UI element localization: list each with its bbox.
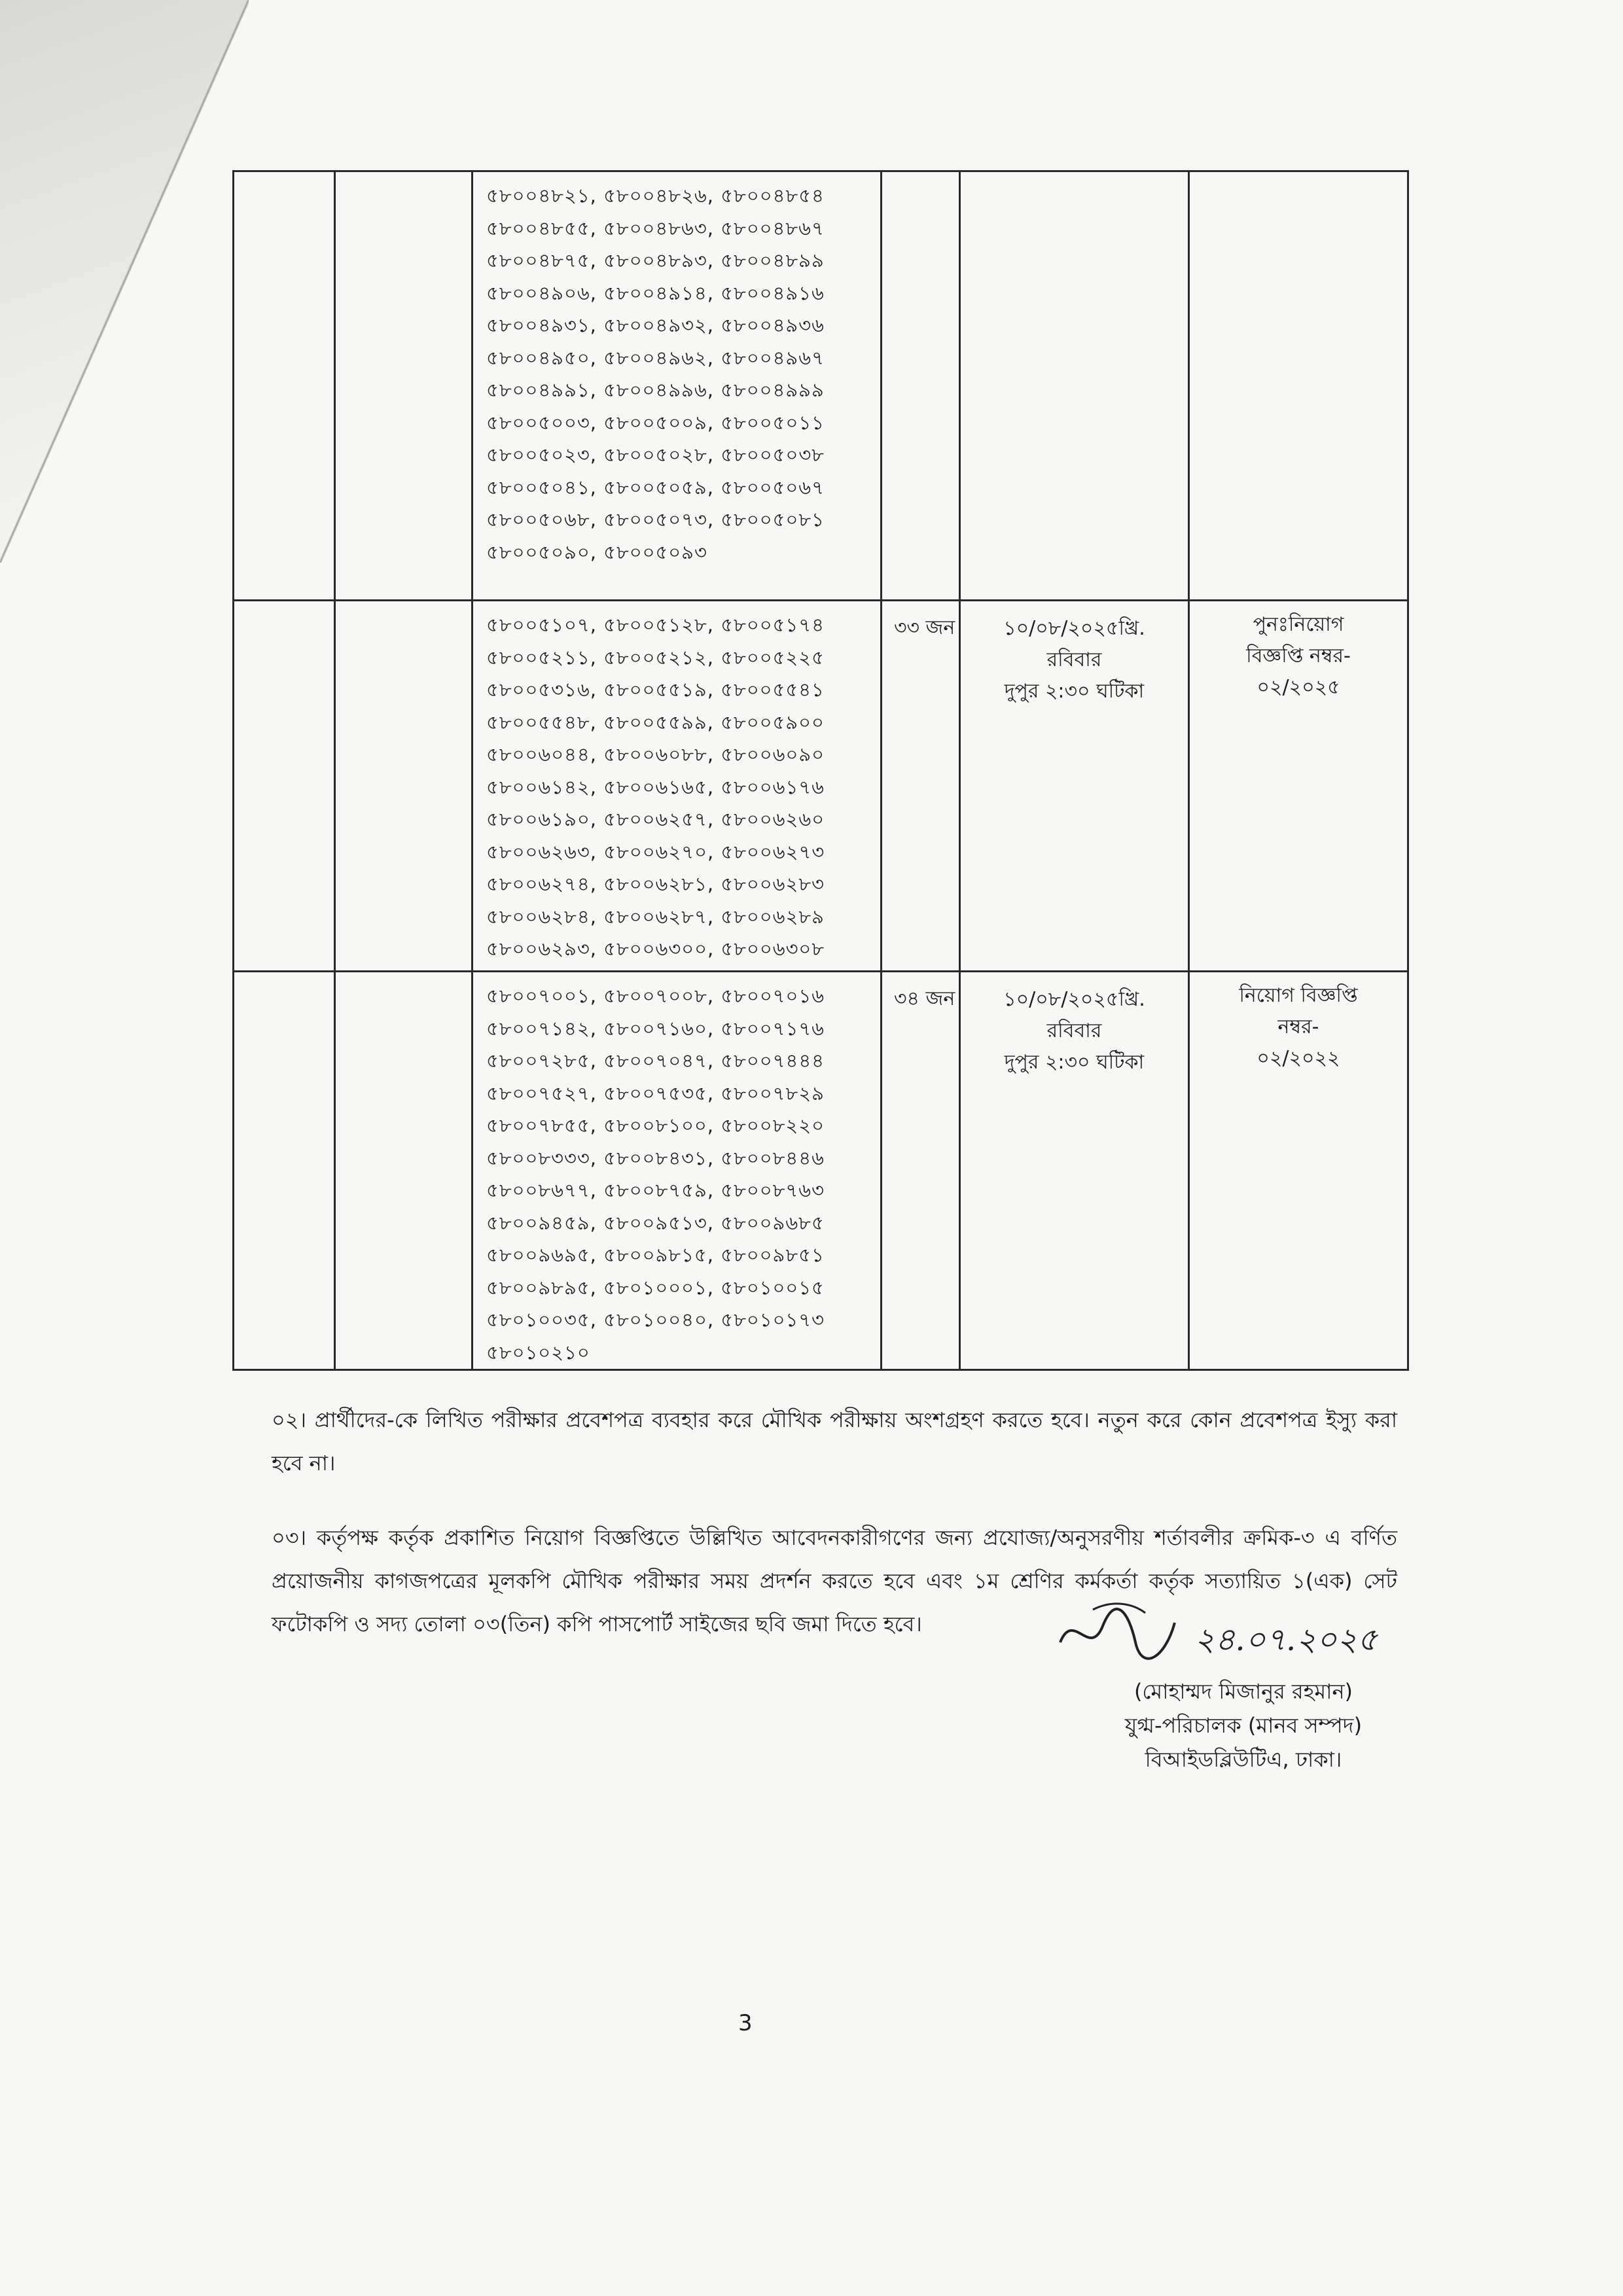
post-cell [335,972,473,1370]
roll-line: ৫৮০০৫৩১৬, ৫৮০০৫৫১৯, ৫৮০০৫৫৪১ [486,679,825,701]
signature-date: ২৪.০৭.২০২৫ [1194,1621,1378,1658]
roll-line: ৫৮০০৫০৬৮, ৫৮০০৫০৭৩, ৫৮০০৫০৮১ [486,508,825,531]
schedule-cell [960,171,1189,601]
roll-line: ৫৮০০৪৯০৬, ৫৮০০৪৯১৪, ৫৮০০৪৯১৬ [486,281,825,304]
candidate-count: ৩৩ জন [894,616,955,639]
serial-cell [234,171,335,601]
table-row [234,601,1408,972]
cell-line: পুনঃনিয়োগ [1253,613,1344,636]
cell-line: নিয়োগ বিজ্ঞপ্তি [1239,984,1358,1007]
roll-line: ৫৮০০৬০৪৪, ৫৮০০৬০৮৮, ৫৮০০৬০৯০ [486,743,825,766]
cell-line: দুপুর ২:৩০ ঘটিকা [1004,680,1145,703]
reference-cell [1189,972,1408,1370]
reference-cell [1189,171,1408,601]
roll-line: ৫৮০০৫০২৩, ৫৮০০৫০২৮, ৫৮০০৫০৩৮ [486,444,825,466]
circular-reference [1190,972,1407,1074]
cell-line: দুপুর ২:৩০ ঘটিকা [1004,1051,1145,1074]
roll-numbers-cell [473,972,882,1370]
roll-line: ৫৮০০৪৮৭৫, ৫৮০০৪৮৯৩, ৫৮০০৪৮৯৯ [486,249,825,272]
roll-line: ৫৮০০৪৯৯১, ৫৮০০৪৯৯৬, ৫৮০০৪৯৯৯ [486,379,825,401]
roll-line: ৫৮০০৫৫৪৮, ৫৮০০৫৫৯৯, ৫৮০০৫৯০০ [486,711,825,733]
signatory-title: যুগ্ম-পরিচালক (মানব সম্পদ) [1124,1713,1363,1738]
circular-reference [1190,601,1407,703]
roll-line: ৫৮০০৯৪৫৯, ৫৮০০৯৫১৩, ৫৮০০৯৬৮৫ [486,1211,825,1234]
roll-numbers-cell [473,601,882,972]
roll-line: ৫৮০০৫১০৭, ৫৮০০৫১২৮, ৫৮০০৫১৭৪ [486,614,825,636]
post-cell [335,601,473,972]
cell-line: ১০/০৮/২০২৫খ্রি. [1003,617,1145,640]
candidate-count [882,172,959,183]
roll-line: ৫৮০১০২১০ [486,1341,590,1364]
note-required-documents: ০৩। কর্তৃপক্ষ কর্তৃক প্রকাশিত নিয়োগ বিজ্ঞপ্তিতে উল্লিখিত আবেদনকারীগণের জন্য প্রযোজ্য/অনুসরণীয় শর্তাবলীর ক্রমিক-৩ এ বর্ণিত প্রয়োজনীয় কাগজপত্রের মূলকপি মৌখিক পরীক্ষার সময় প্রদর্শন করতে হবে এবং ১ম শ্রেণির কর্মকর্তা কর্তৃক সত্যায়িত ১(এক) সেট ফটোকপি ও সদ্য তোলা ০৩(তিন) কপি পাসপোর্ট সাইজের ছবি জমা দিতে হবে। [272,1525,1397,1636]
page-fold-edge [0,0,249,563]
candidate-count-cell [882,972,960,1370]
table-row [234,972,1408,1370]
roll-line: ৫৮০০৬২৮৪, ৫৮০০৬২৮৭, ৫৮০০৬২৮৯ [486,905,825,928]
circular-reference [1190,172,1407,180]
roll-line: ৫৮০০৪৮৫৫, ৫৮০০৪৮৬৩, ৫৮০০৪৮৬৭ [486,217,825,239]
roll-line: ৫৮০০৭৮৫৫, ৫৮০০৮১০০, ৫৮০০৮২২০ [486,1114,825,1137]
roll-line: ৫৮০০৯৮৯৫, ৫৮০১০০০১, ৫৮০১০০১৫ [486,1276,825,1299]
cell-line: নম্বর- [1277,1016,1319,1038]
roll-list [473,172,880,569]
serial-cell [234,972,335,1370]
note-admit-card: ০২। প্রার্থীদের-কে লিখিত পরীক্ষার প্রবেশপত্র ব্যবহার করে মৌখিক পরীক্ষায় অংশগ্রহণ করতে হবে। নতুন করে কোন প্রবেশপত্র ইস্যু করা হবে না। [272,1407,1397,1475]
roll-list [473,972,880,1369]
roll-line: ৫৮০০৫০০৩, ৫৮০০৫০০৯, ৫৮০০৫০১১ [486,411,825,434]
roll-line: ৫৮০০৪৯৫০, ৫৮০০৪৯৬২, ৫৮০০৪৯৬৭ [486,346,825,369]
roll-numbers-cell [473,171,882,601]
cell-line: বিজ্ঞপ্তি নম্বর- [1246,645,1351,667]
exam-schedule [961,172,1188,184]
exam-schedule [961,601,1188,707]
signatory-name: (মোহাম্মদ মিজানুর রহমান) [1133,1679,1353,1704]
candidate-count-cell [882,171,960,601]
schedule-cell [960,601,1189,972]
serial-cell [234,601,335,972]
cell-line: ১০/০৮/২০২৫খ্রি. [1003,988,1145,1011]
roll-line: ৫৮০০৫০৪১, ৫৮০০৫০৫৯, ৫৮০০৫০৬৭ [486,476,825,499]
cell-line: রবিবার [1046,648,1102,671]
roll-list [473,601,880,966]
roll-line: ৫৮০০৫২১১, ৫৮০০৫২১২, ৫৮০০৫২২৫ [486,646,825,669]
roll-line: ৫৮০০৬২৯৩, ৫৮০০৬৩০০, ৫৮০০৬৩০৮ [486,938,825,960]
roll-line: ৫৮০০৬১৪২, ৫৮০০৬১৬৫, ৫৮০০৬১৭৬ [486,775,825,798]
post-cell [335,171,473,601]
candidate-count: ৩৪ জন [894,987,955,1010]
handwritten-signature [1054,1597,1381,1672]
roll-line: ৫৮০০৭১৪২, ৫৮০০৭১৬০, ৫৮০০৭১৭৬ [486,1017,825,1040]
roll-line: ৫৮০০৬২৭৪, ৫৮০০৬২৮১, ৫৮০০৬২৮৩ [486,873,825,895]
roll-line: ৫৮০০৪৮২১, ৫৮০০৪৮২৬, ৫৮০০৪৮৫৪ [486,185,825,207]
candidate-count-cell [882,601,960,972]
cell-line: ০২/২০২২ [1257,1047,1340,1070]
reference-cell [1189,601,1408,972]
roll-line: ৫৮০০৭০০১, ৫৮০০৭০০৮, ৫৮০০৭০১৬ [486,985,825,1007]
roll-line: ৫৮০০৬১৯০, ৫৮০০৬২৫৭, ৫৮০০৬২৬০ [486,808,825,830]
page-number: 3 [738,2010,753,2036]
roll-line: ৫৮০০৮৩৩৩, ৫৮০০৮৪৩১, ৫৮০০৮৪৪৬ [486,1146,825,1169]
roll-line: ৫৮০০৭২৮৫, ৫৮০০৭০৪৭, ৫৮০০৭৪৪৪ [486,1050,825,1072]
signatory-organization: বিআইডব্লিউটিএ, ঢাকা। [1145,1747,1342,1772]
roll-line: ৫৮০০৫০৯০, ৫৮০০৫০৯৩ [486,540,707,563]
roll-line: ৫৮০০৬২৬৩, ৫৮০০৬২৭০, ৫৮০০৬২৭৩ [486,840,825,863]
roll-line: ৫৮০০৪৯৩১, ৫৮০০৪৯৩২, ৫৮০০৪৯৩৬ [486,314,825,336]
table-row [234,171,1408,601]
roll-line: ৫৮০০৮৬৭৭, ৫৮০০৮৭৫৯, ৫৮০০৮৭৬৩ [486,1179,825,1201]
exam-schedule [961,972,1188,1078]
candidate-table [232,170,1409,1371]
roll-line: ৫৮০০৯৬৯৫, ৫৮০০৯৮১৫, ৫৮০০৯৮৫১ [486,1244,825,1266]
cell-line: ০২/২০২৫ [1257,676,1340,699]
schedule-cell [960,972,1189,1370]
roll-line: ৫৮০০৭৫২৭, ৫৮০০৭৫৩৫, ৫৮০০৭৮২৯ [486,1082,825,1104]
cell-line: রবিবার [1046,1019,1102,1042]
roll-line: ৫৮০১০০৩৫, ৫৮০১০০৪০, ৫৮০১০১৭৩ [486,1309,825,1331]
